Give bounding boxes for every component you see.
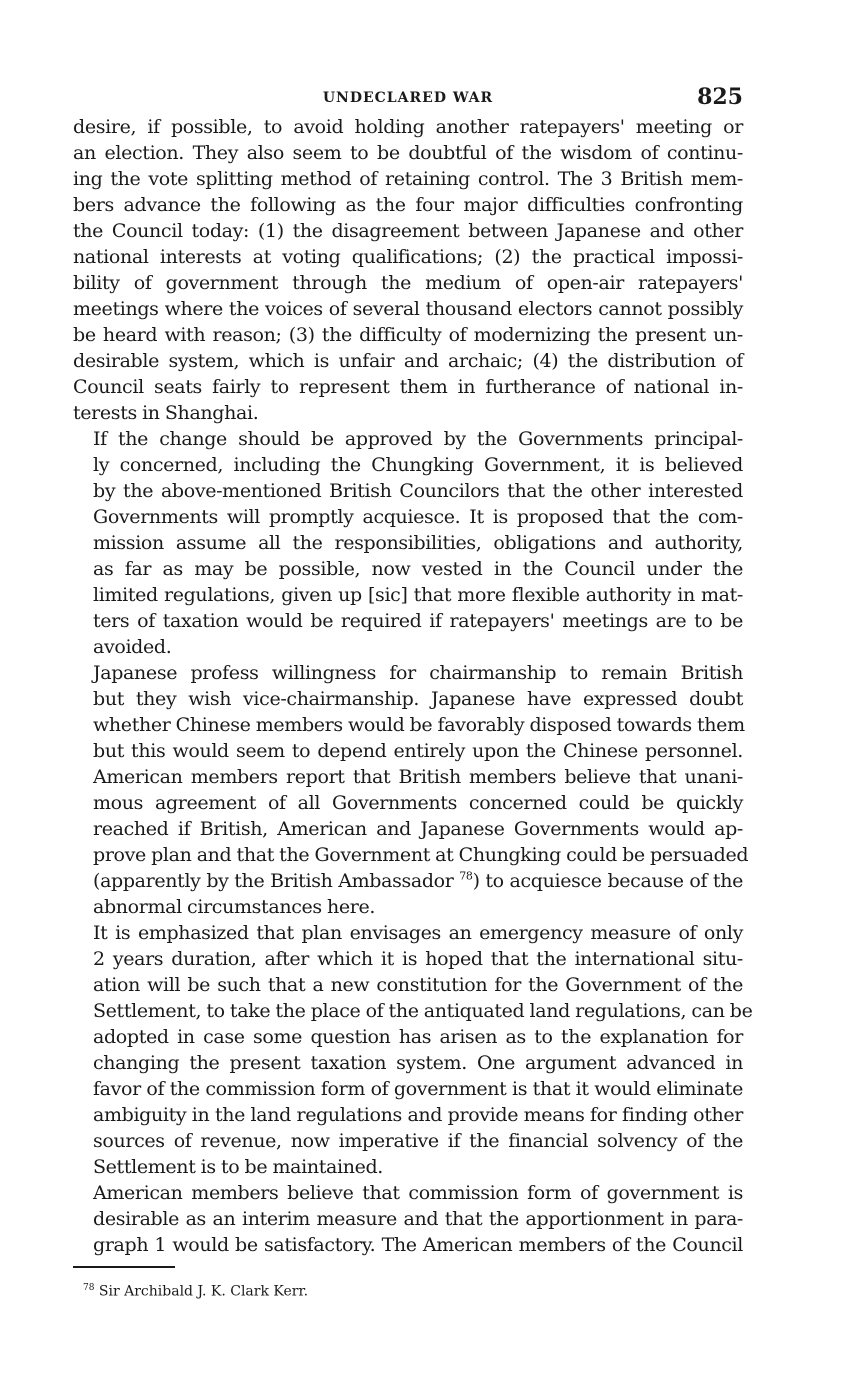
paragraph-5 bbox=[73, 920, 753, 1180]
text-line: bility of government through the medium of open-air ratepayers' bbox=[73, 272, 743, 294]
text-fragment: ) to acquiesce because of the bbox=[472, 870, 743, 892]
text-line: ation will be such that a new constitution for the Government of the bbox=[93, 974, 743, 996]
text-line: 2 years duration, after which it is hoped that the international situ- bbox=[93, 948, 743, 970]
text-line: ly concerned, including the Chungking Government, it is believed bbox=[93, 454, 743, 476]
text-line: American members report that British members believe that unani- bbox=[93, 766, 743, 788]
text-line: ambiguity in the land regulations and provide means for finding other bbox=[93, 1104, 743, 1126]
text-line: favor of the commission form of government is that it would eliminate bbox=[93, 1078, 743, 1100]
text-line: reached if British, American and Japanese Governments would ap- bbox=[93, 818, 743, 840]
page-number: 825 bbox=[697, 84, 743, 110]
text-line: the Council today: (1) the disagreement between Japanese and other bbox=[73, 220, 743, 242]
text-line: prove plan and that the Government at Chungking could be persuaded bbox=[93, 844, 749, 866]
paragraph-4 bbox=[73, 764, 749, 920]
text-line: Japanese profess willingness for chairmanship to remain British bbox=[93, 662, 743, 684]
text-line: as far as may be possible, now vested in the Council under the bbox=[93, 558, 743, 580]
text-line: changing the present taxation system. One argument advanced in bbox=[93, 1052, 743, 1074]
text-line: American members believe that commission form of government is bbox=[93, 1182, 743, 1204]
text-line-with-footnote-ref bbox=[73, 868, 743, 894]
text-line: adopted in case some question has arisen as to the explanation for bbox=[93, 1026, 743, 1048]
footnote-reference[interactable]: 78 bbox=[459, 869, 473, 883]
paragraph-2 bbox=[73, 426, 743, 660]
text-line: be heard with reason; (3) the difficulty of modernizing the present un- bbox=[73, 324, 743, 346]
footnote bbox=[73, 1278, 743, 1302]
text-line: by the above-mentioned British Councilors that the other interested bbox=[93, 480, 743, 502]
text-line: Settlement is to be maintained. bbox=[93, 1156, 383, 1178]
text-line: national interests at voting qualifications; (2) the practical impossi- bbox=[73, 246, 743, 268]
text-line: graph 1 would be satisfactory. The American members of the Council bbox=[93, 1234, 743, 1256]
text-line: an election. They also seem to be doubtful of the wisdom of continu- bbox=[73, 142, 743, 164]
text-line: desire, if possible, to avoid holding another ratepayers' meeting or bbox=[73, 116, 743, 138]
footnote-divider bbox=[73, 1266, 175, 1268]
text-line: Council seats fairly to represent them in furtherance of national in- bbox=[73, 376, 743, 398]
text-line: desirable as an interim measure and that the apportionment in para- bbox=[93, 1208, 743, 1230]
document-page bbox=[73, 84, 753, 1302]
paragraph-3 bbox=[73, 660, 743, 764]
text-line: abnormal circumstances here. bbox=[93, 896, 376, 918]
text-line: Governments will promptly acquiesce. It is proposed that the com- bbox=[93, 506, 743, 528]
text-line: ters of taxation would be required if ratepayers' meetings are to be bbox=[93, 610, 743, 632]
footnote-text: Sir Archibald J. K. Clark Kerr. bbox=[98, 1283, 309, 1300]
text-line: mission assume all the responsibilities, obligations and authority, bbox=[93, 532, 743, 554]
paragraph-6 bbox=[73, 1180, 743, 1258]
text-line: It is emphasized that plan envisages an emergency measure of only bbox=[93, 922, 743, 944]
text-fragment: (apparently by the British Ambassador bbox=[93, 870, 454, 892]
text-line: Settlement, to take the place of the antiquated land regulations, can be bbox=[93, 1000, 753, 1022]
text-line: whether Chinese members would be favorably disposed towards them bbox=[93, 714, 745, 736]
footnote-mark: 78 bbox=[83, 1283, 95, 1293]
text-line: bers advance the following as the four major difficulties confronting bbox=[73, 194, 743, 216]
text-line: mous agreement of all Governments concerned could be quickly bbox=[93, 792, 743, 814]
text-line: limited regulations, given up [sic] that more flexible authority in mat- bbox=[93, 584, 743, 606]
text-line: but this would seem to depend entirely upon the Chinese personnel. bbox=[93, 740, 743, 762]
text-line: sources of revenue, now imperative if the financial solvency of the bbox=[93, 1130, 743, 1152]
running-header bbox=[73, 84, 743, 114]
paragraph-1 bbox=[73, 114, 743, 426]
running-title: UNDECLARED WAR bbox=[322, 90, 494, 106]
text-line: If the change should be approved by the Governments principal- bbox=[93, 428, 743, 450]
text-line: meetings where the voices of several thousand electors cannot possibly bbox=[73, 298, 743, 320]
text-line: avoided. bbox=[93, 636, 172, 658]
text-line: desirable system, which is unfair and archaic; (4) the distribution of bbox=[73, 350, 743, 372]
text-line: terests in Shanghai. bbox=[73, 402, 259, 424]
text-line: but they wish vice-chairmanship. Japanese have expressed doubt bbox=[93, 688, 743, 710]
text-line: ing the vote splitting method of retaining control. The 3 British mem- bbox=[73, 168, 743, 190]
